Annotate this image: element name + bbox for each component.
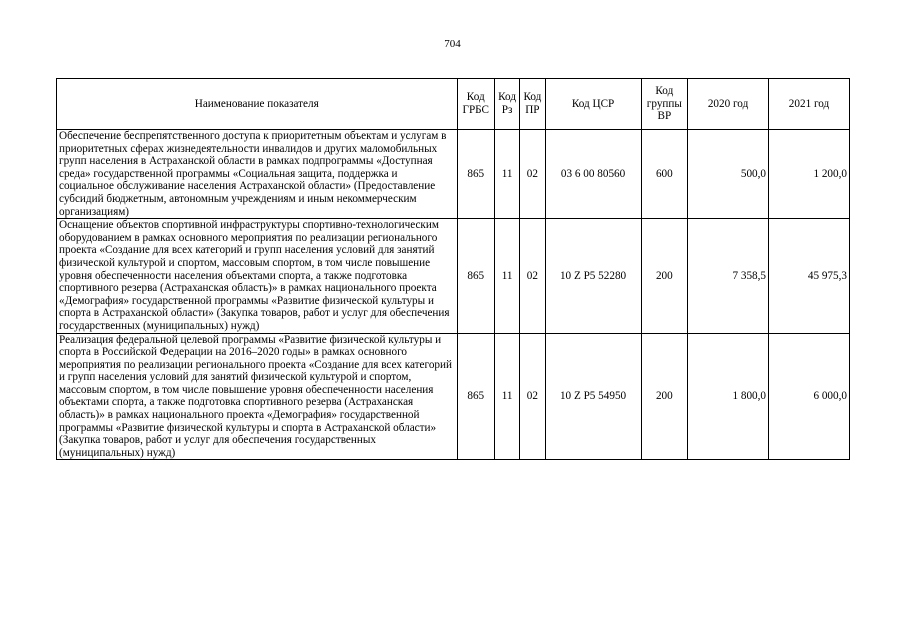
row-pr: 02 (520, 333, 545, 460)
header-2021: 2021 год (769, 79, 850, 130)
row-csr: 10 Z P5 52280 (545, 219, 641, 333)
header-name: Наименование показателя (57, 79, 458, 130)
row-grbs: 865 (457, 130, 494, 219)
header-csr: Код ЦСР (545, 79, 641, 130)
row-2020: 500,0 (688, 130, 769, 219)
page-number: 704 (444, 38, 461, 50)
row-vr: 600 (641, 130, 688, 219)
row-2020: 1 800,0 (688, 333, 769, 460)
header-2020: 2020 год (688, 79, 769, 130)
header-pr: Код ПР (520, 79, 545, 130)
table-header (57, 79, 850, 130)
row-2021: 6 000,0 (769, 333, 850, 460)
row-name: Реализация федеральной целевой программы «Развитие физической культуры и спорта в Российской Федерации на 2016–2020 годы» в рамках основного мероприятия по реализации регионального проекта «Создание для всех категорий и групп населения условий для занятий физической культурой и спортом, массовым спортом, в том числе повышение уровня обеспеченности населения объектами спорта, а также подготовка спортивного резерва (Астраханская область)» в рамках национального проекта «Демография» государственной программы «Развитие физической культуры и спорта в Астраханской области» (Закупка товаров, работ и услуг для обеспечения государственных (муниципальных) нужд) (57, 333, 458, 460)
budget-table (56, 78, 850, 460)
table-row (57, 130, 850, 219)
row-rz: 11 (494, 333, 519, 460)
row-grbs: 865 (457, 333, 494, 460)
row-pr: 02 (520, 130, 545, 219)
table-body (57, 130, 850, 460)
row-vr: 200 (641, 333, 688, 460)
row-rz: 11 (494, 130, 519, 219)
header-vr: Код группы ВР (641, 79, 688, 130)
table-row (57, 219, 850, 333)
header-row (57, 79, 850, 130)
row-csr: 10 Z P5 54950 (545, 333, 641, 460)
row-rz: 11 (494, 219, 519, 333)
header-grbs: Код ГРБС (457, 79, 494, 130)
row-2021: 1 200,0 (769, 130, 850, 219)
row-vr: 200 (641, 219, 688, 333)
row-2021: 45 975,3 (769, 219, 850, 333)
row-name: Оснащение объектов спортивной инфраструктуры спортивно-технологическим оборудованием в рамках основного мероприятия по реализации регионального проекта «Создание для всех категорий и групп населения условий для занятий физической культурой и спортом, массовым спортом, в том числе повышение уровня обеспеченности населения объектами спорта, а также подготовка спортивного резерва (Астраханская область)» в рамках национального проекта «Демография» государственной программы «Развитие физической культуры и спорта в Астраханской области» (Закупка товаров, работ и услуг для обеспечения государственных (муниципальных) нужд) (57, 219, 458, 333)
header-rz: Код Рз (494, 79, 519, 130)
row-csr: 03 6 00 80560 (545, 130, 641, 219)
row-grbs: 865 (457, 219, 494, 333)
row-2020: 7 358,5 (688, 219, 769, 333)
table-row (57, 333, 850, 460)
row-name: Обеспечение беспрепятственного доступа к приоритетным объектам и услугам в приоритетных сферах жизнедеятельности инвалидов и других маломобильных групп населения в Астраханской области в рамках подпрограммы «Доступная среда» государственной программы «Социальная защита, поддержка и социальное обслуживание населения Астраханской области» (Предоставление субсидий бюджетным, автономным учреждениям и иным некоммерческим организациям) (57, 130, 458, 219)
row-pr: 02 (520, 219, 545, 333)
